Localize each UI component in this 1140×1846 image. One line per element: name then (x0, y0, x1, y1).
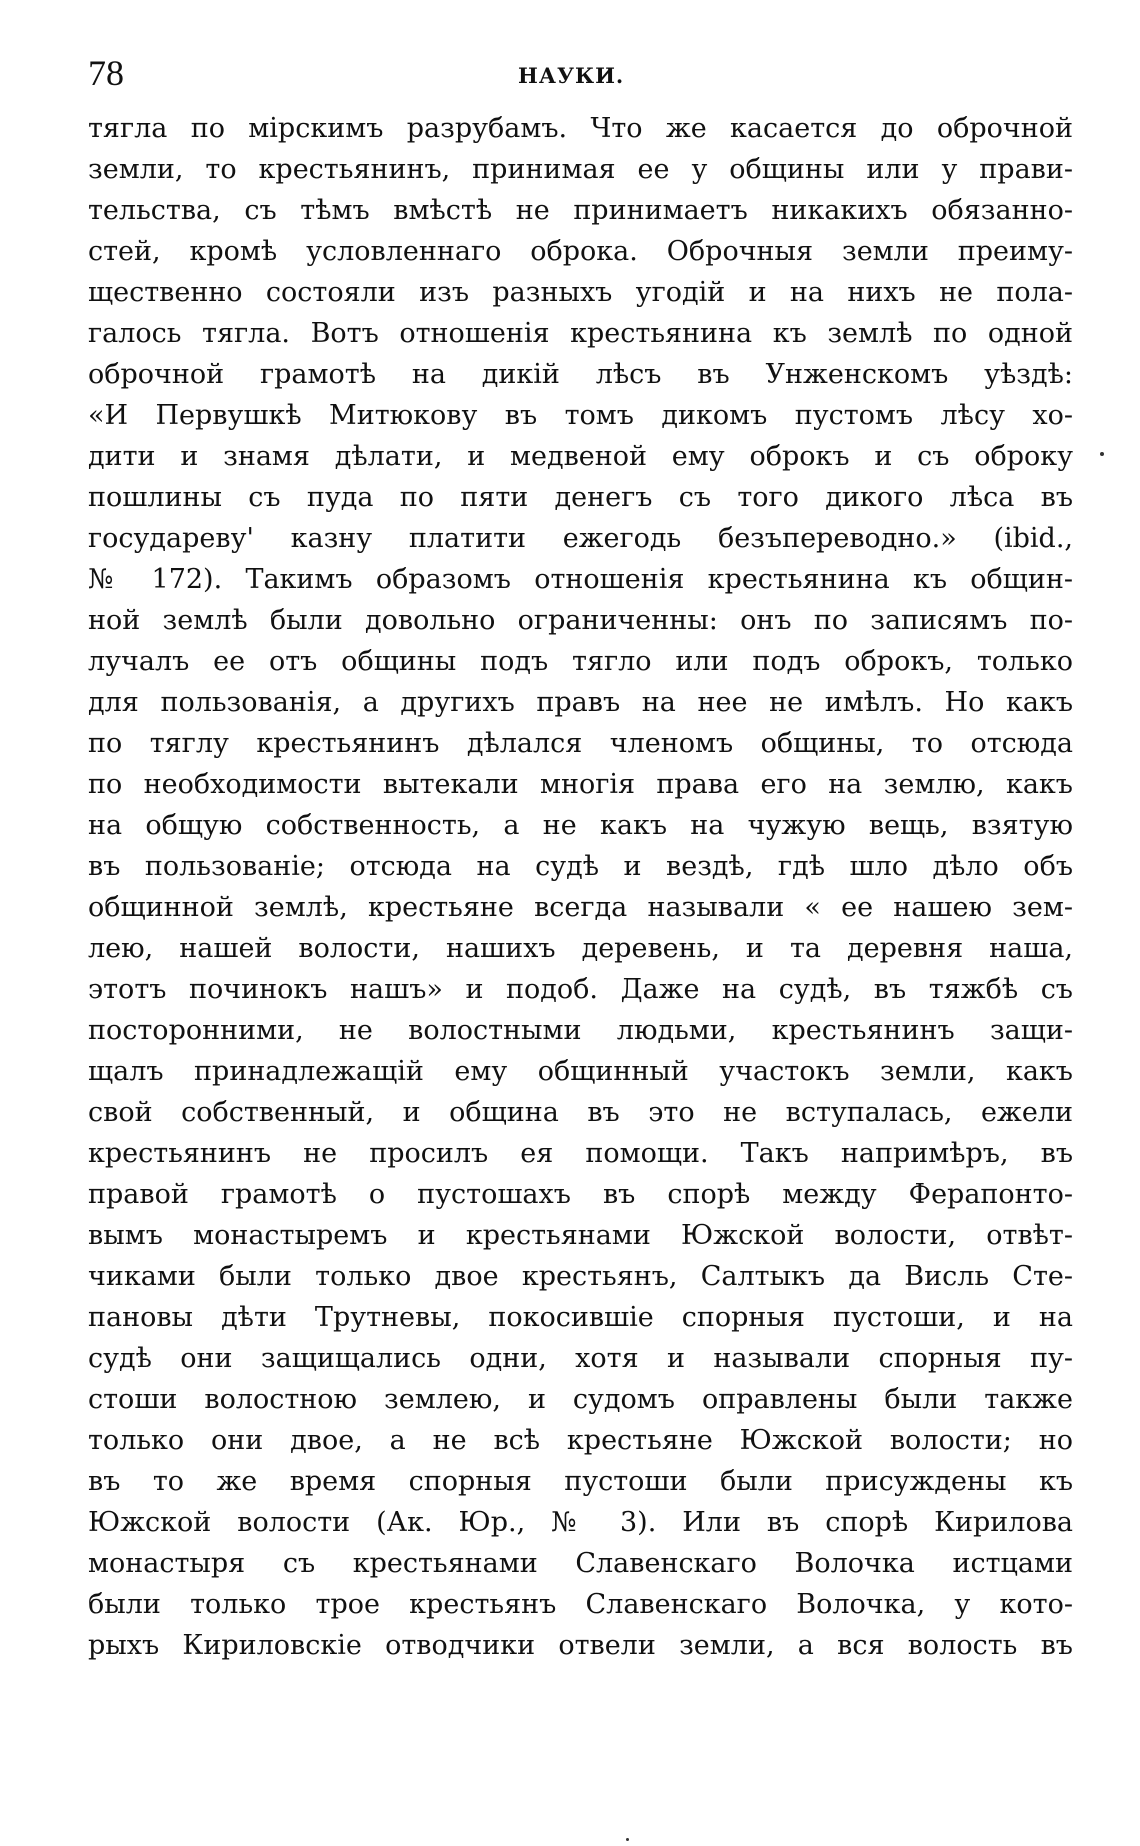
text-line: только они двое, а не всѣ крестьяне Южской волости; но (88, 1425, 1073, 1456)
text-line: Южской волости (Ак. Юр., № 3). Или въ спорѣ Кирилова (88, 1507, 1073, 1538)
text-line: государеву' казну платити ежегодь безъпереводно.» (ibid., (88, 523, 1073, 554)
text-line: общинной землѣ, крестьяне всегда называли « ее нашею зем- (88, 892, 1073, 923)
text-line: ной землѣ были довольно ограниченны: онъ по записямъ по- (88, 605, 1073, 636)
text-line: въ пользованіе; отсюда на судѣ и вездѣ, гдѣ шло дѣло объ (88, 851, 1073, 882)
text-line: въ то же время спорныя пустоши были присуждены къ (88, 1466, 1073, 1497)
text-line: свой собственный, и община въ это не вступалась, ежели (88, 1097, 1073, 1128)
text-line: посторонними, не волостными людьми, крестьянинъ защи- (88, 1015, 1073, 1046)
text-line: для пользованія, а другихъ правъ на нее не имѣлъ. Но какъ (88, 687, 1073, 718)
text-line: стоши волостною землею, и судомъ оправлены были также (88, 1384, 1073, 1415)
text-line: лею, нашей волости, нашихъ деревень, и та деревня наша, (88, 933, 1073, 964)
text-line: пановы дѣти Трутневы, покосившіе спорныя пустоши, и на (88, 1302, 1073, 1333)
text-line: чиками были только двое крестьянъ, Салтыкъ да Висль Сте- (88, 1261, 1073, 1292)
text-line: тягла по мірскимъ разрубамъ. Что же касается до оброчной (88, 113, 1073, 144)
text-line: галось тягла. Вотъ отношенія крестьянина къ землѣ по одной (88, 318, 1073, 349)
text-line: стей, кромѣ условленнаго оброка. Оброчныя земли преиму- (88, 236, 1073, 267)
text-line: № 172). Такимъ образомъ отношенія крестьянина къ общин- (88, 564, 1073, 595)
text-line: правой грамотѣ о пустошахъ въ спорѣ между Ферапонто- (88, 1179, 1073, 1210)
text-line: крестьянинъ не просилъ ея помощи. Такъ напримѣръ, въ (88, 1138, 1073, 1169)
text-line: по тяглу крестьянинъ дѣлался членомъ общины, то отсюда (88, 728, 1073, 759)
text-line: пошлины съ пуда по пяти денегъ съ того дикого лѣса въ (88, 482, 1073, 513)
text-line: щественно состояли изъ разныхъ угодій и на нихъ не пола- (88, 277, 1073, 308)
running-title: НАУКИ. (518, 63, 625, 88)
text-line: на общую собственность, а не какъ на чужую вещь, взятую (88, 810, 1073, 841)
text-line: «И Первушкѣ Митюкову въ томъ дикомъ пустомъ лѣсу хо- (88, 400, 1073, 431)
body-text (88, 108, 1073, 1666)
text-line: рыхъ Кириловскіе отводчики отвели земли, а вся волость въ (88, 1630, 1073, 1661)
text-line: земли, то крестьянинъ, принимая ее у общины или у прави- (88, 154, 1073, 185)
text-line: оброчной грамотѣ на дикій лѣсъ въ Унженскомъ уѣздѣ: (88, 359, 1073, 390)
text-line: вымъ монастыремъ и крестьянами Южской волости, отвѣт- (88, 1220, 1073, 1251)
text-line: лучалъ ее отъ общины подъ тягло или подъ оброкъ, только (88, 646, 1073, 677)
text-line: тельства, съ тѣмъ вмѣстѣ не принимаетъ никакихъ обязанно- (88, 195, 1073, 226)
text-line: по необходимости вытекали многія права его на землю, какъ (88, 769, 1073, 800)
text-line: щалъ принадлежащій ему общинный участокъ земли, какъ (88, 1056, 1073, 1087)
print-speck (626, 1838, 629, 1841)
page-number: 78 (88, 53, 124, 93)
page-header (88, 48, 1073, 98)
print-speck (1100, 452, 1104, 456)
text-line: были только трое крестьянъ Славенскаго Волочка, у кото- (88, 1589, 1073, 1620)
text-line: дити и знамя дѣлати, и медвеной ему оброкъ и съ оброку (88, 441, 1073, 472)
text-line: монастыря съ крестьянами Славенскаго Волочка истцами (88, 1548, 1073, 1579)
text-line: судѣ они защищались одни, хотя и называли спорныя пу- (88, 1343, 1073, 1374)
text-line: этотъ починокъ нашъ» и подоб. Даже на судѣ, въ тяжбѣ съ (88, 974, 1073, 1005)
